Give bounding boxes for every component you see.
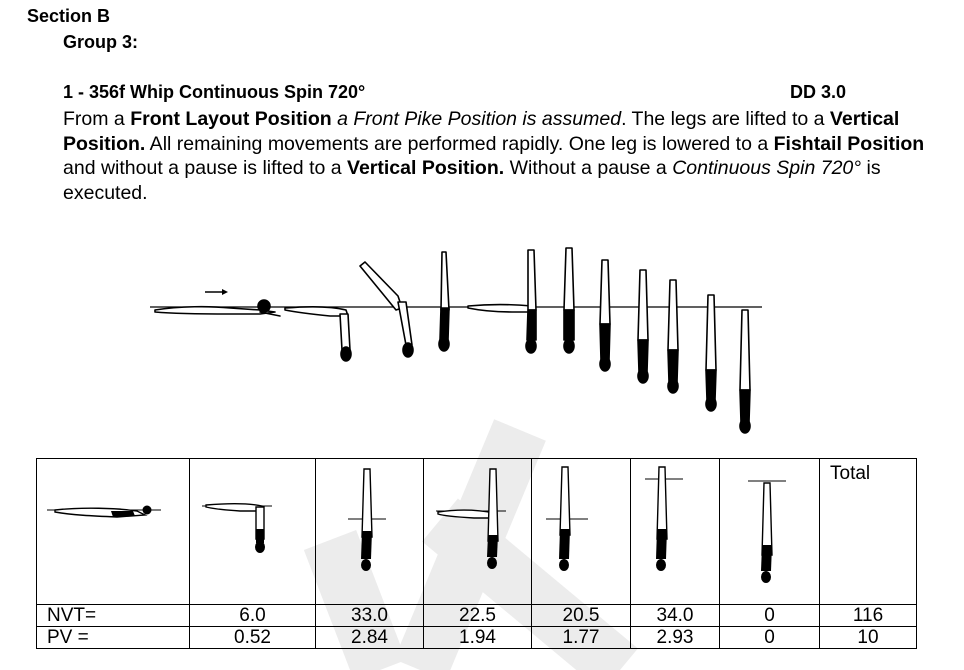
pv-value: 2.93: [631, 627, 720, 649]
desc-text: Without a pause a: [504, 157, 673, 180]
swimmer-spin-icon: [720, 459, 818, 604]
nvt-value: 20.5: [532, 605, 631, 627]
swimmer-front-layout-icon: [155, 300, 280, 316]
swimmer-spin-icon: [638, 270, 648, 383]
desc-bold: Fishtail Position: [773, 132, 925, 155]
swimmer-spin-icon: [631, 459, 718, 604]
desc-italic: Continuous Spin 720°: [672, 157, 862, 180]
table-cell: [532, 459, 631, 605]
nvt-value: 34.0: [631, 605, 720, 627]
table-cell: [316, 459, 424, 605]
figure-icons-row: [37, 459, 917, 605]
nvt-value: 22.5: [424, 605, 532, 627]
swimmer-fishtail-icon: [424, 459, 530, 604]
nvt-row: [37, 605, 917, 627]
degree-of-difficulty: DD 3.0: [790, 82, 847, 102]
desc-text: . The legs are lifted to a: [621, 108, 830, 130]
desc-bold: Vertical Position.: [347, 157, 505, 180]
desc-bold: Vertical Position.: [63, 108, 900, 155]
swimmer-spin-icon: [740, 310, 750, 433]
desc-bold: Front Layout Position: [130, 108, 332, 130]
pv-row: [37, 627, 917, 649]
table-cell: [820, 459, 917, 605]
swimmer-vertical-icon: [564, 248, 574, 353]
figure-description: [63, 107, 943, 205]
swimmer-spin-icon: [668, 280, 678, 393]
scoring-table: [36, 458, 917, 649]
swimmer-vertical-icon: [532, 459, 629, 604]
swimmer-legs-lifting-icon: [360, 262, 413, 357]
pv-value: 1.77: [532, 627, 631, 649]
total-label: Total: [830, 463, 871, 484]
swimmer-vertical-icon: [439, 252, 449, 351]
pv-value: 0.52: [190, 627, 316, 649]
figure-title: 1 - 356f Whip Continuous Spin 720°: [63, 82, 366, 102]
desc-text: All remaining movements are performed rapidly. One leg is lowered to a: [145, 132, 774, 155]
table-cell: [190, 459, 316, 605]
figure-sequence-illustration: [150, 240, 770, 445]
nvt-value: 6.0: [190, 605, 316, 627]
swimmer-spin-icon: [706, 295, 716, 411]
pv-value: 0: [720, 627, 820, 649]
group-heading: Group 3:: [63, 32, 138, 52]
swimmer-spin-icon: [600, 260, 610, 371]
nvt-value: 33.0: [316, 605, 424, 627]
table-cell: [424, 459, 532, 605]
nvt-total: 116: [820, 605, 917, 627]
desc-text: and without a pause is lifted to a: [63, 157, 348, 180]
swimmer-front-layout-icon: [37, 459, 187, 604]
nvt-value: 0: [720, 605, 820, 627]
swimmer-vertical-icon: [316, 459, 422, 604]
section-heading: Section B: [27, 6, 111, 26]
pv-total: 10: [820, 627, 917, 649]
table-cell: [720, 459, 820, 605]
table-cell: [37, 459, 190, 605]
pv-label: PV =: [37, 627, 190, 649]
desc-italic: a Front Pike Position is assumed: [331, 108, 622, 130]
desc-text: is executed.: [63, 157, 881, 204]
swimmer-front-pike-icon: [285, 307, 351, 361]
swimmer-front-pike-icon: [190, 459, 314, 604]
table-cell: [631, 459, 720, 605]
swimmer-fishtail-icon: [468, 250, 536, 353]
pv-value: 1.94: [424, 627, 532, 649]
pv-value: 2.84: [316, 627, 424, 649]
nvt-label: NVT=: [37, 605, 190, 627]
desc-text: From a: [63, 108, 131, 130]
